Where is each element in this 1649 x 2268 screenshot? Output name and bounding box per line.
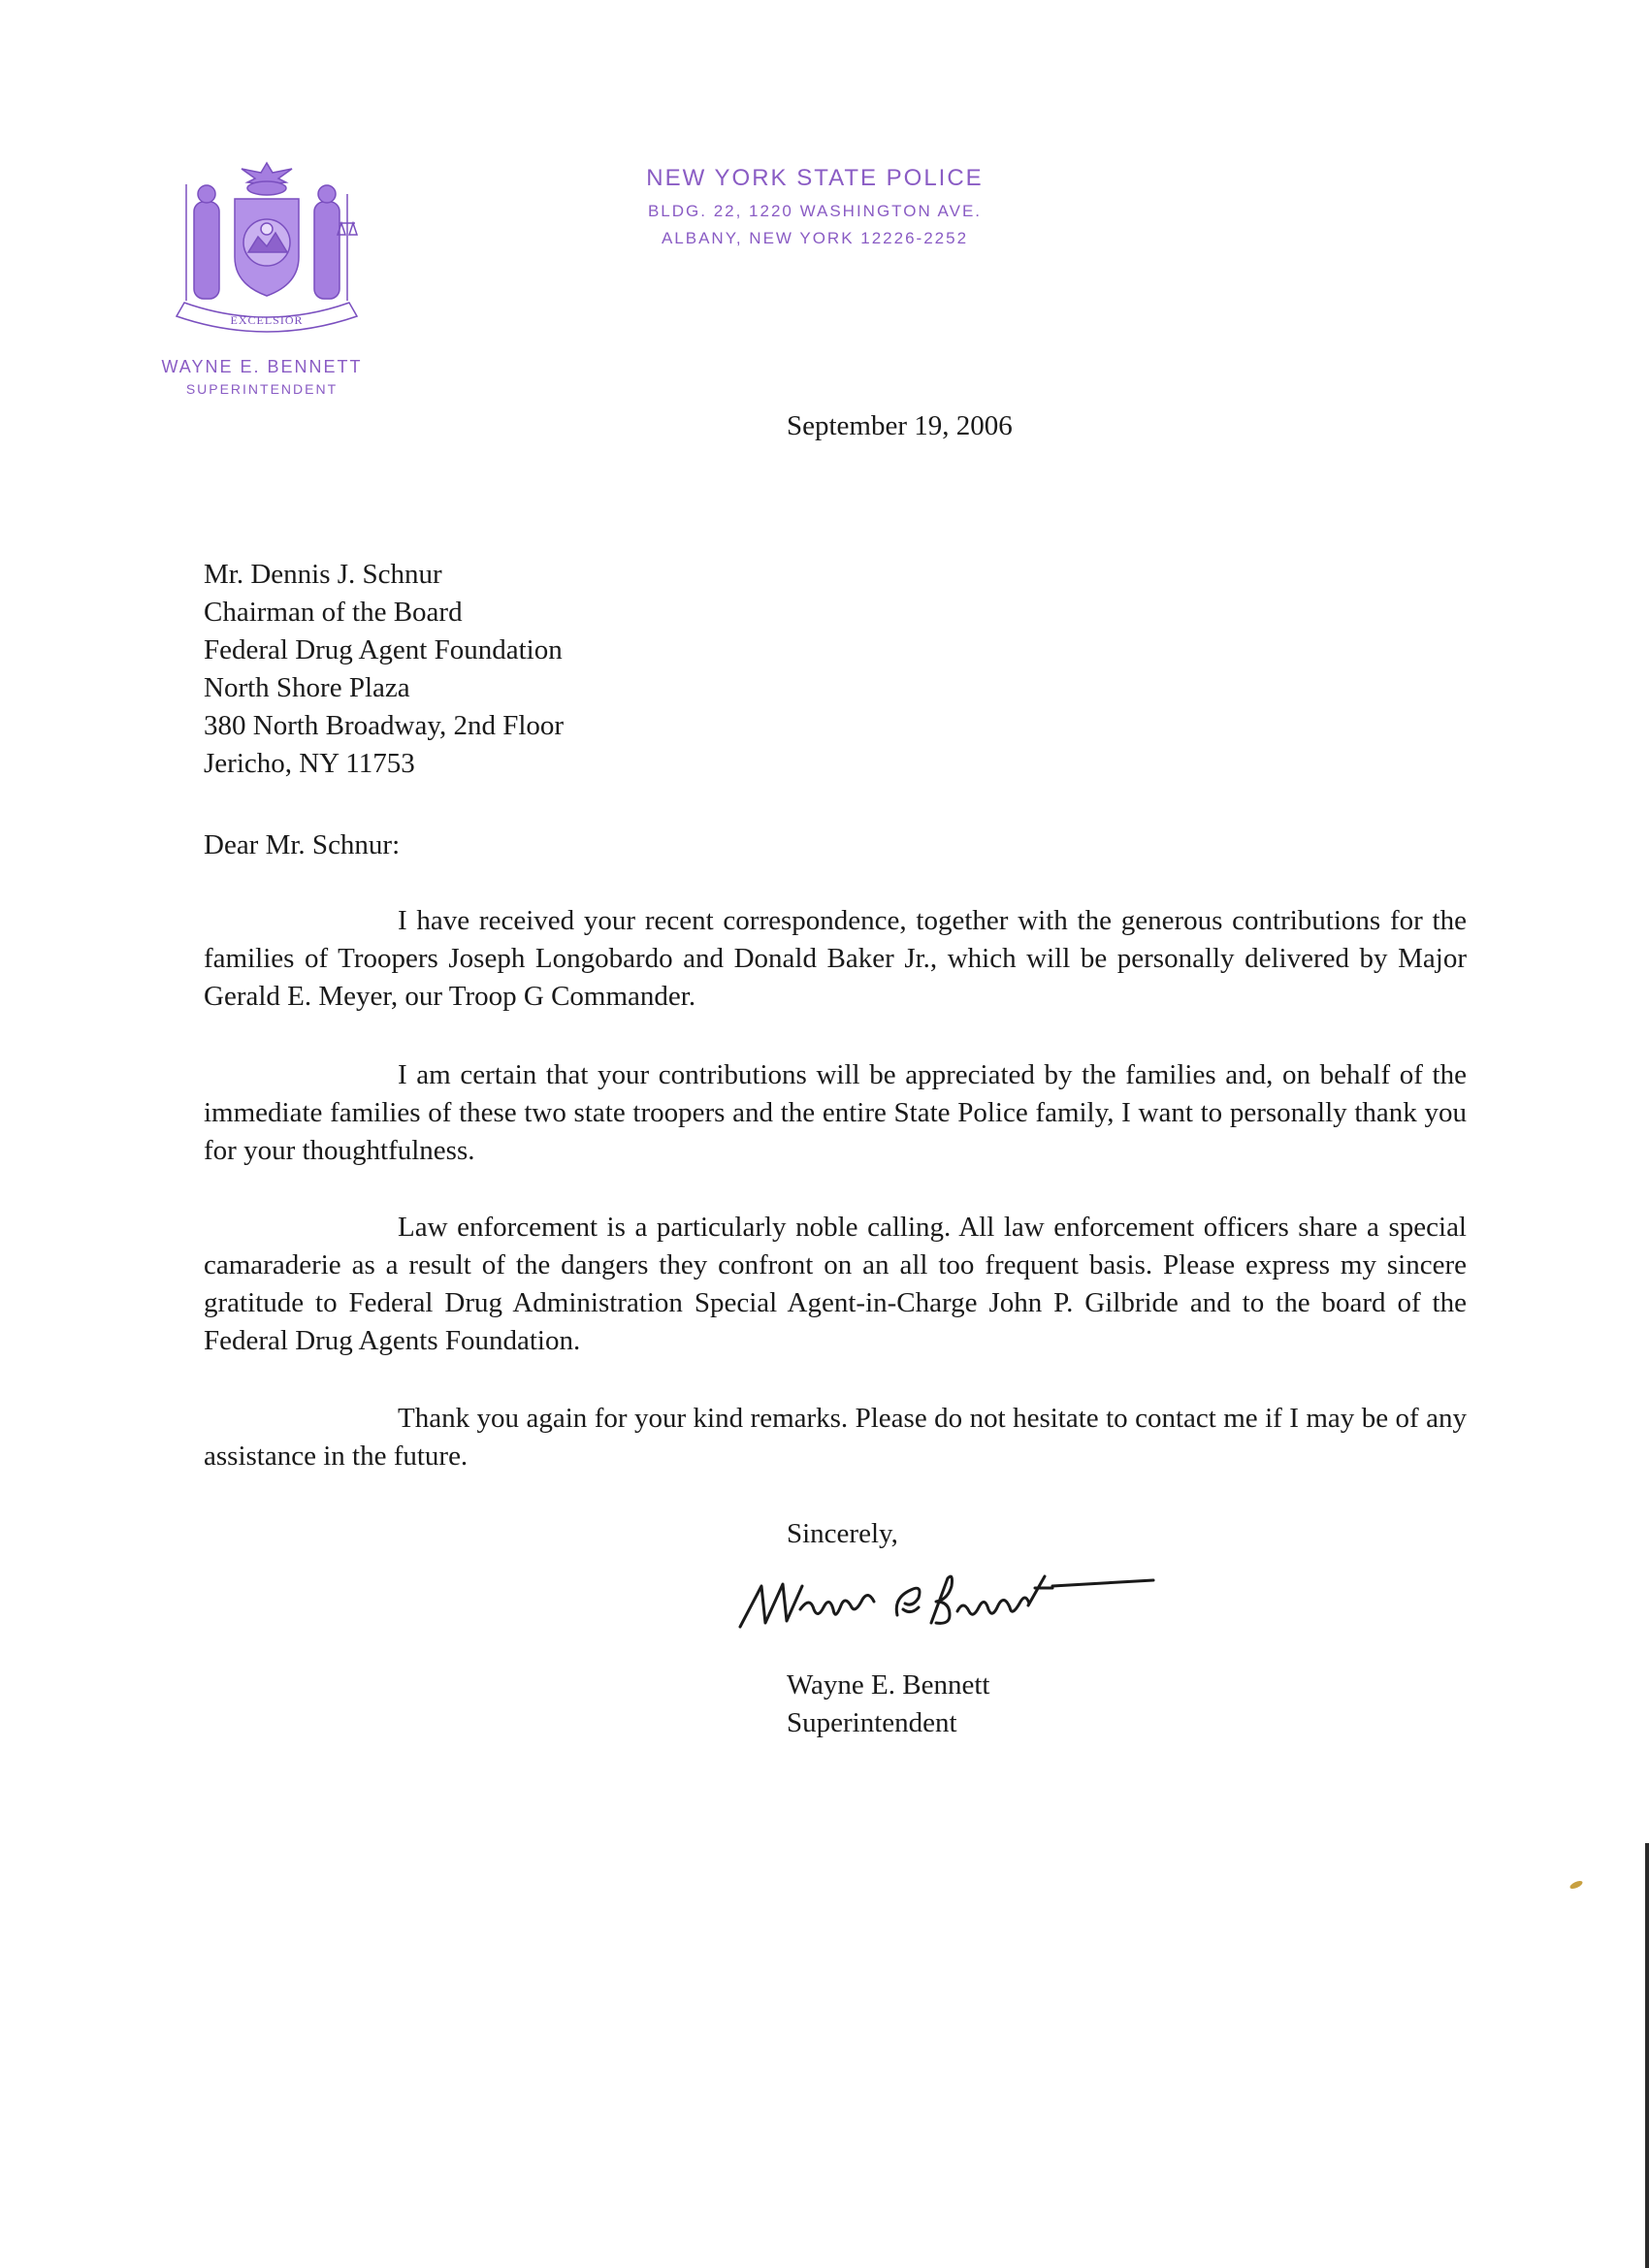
handwritten-signature xyxy=(732,1567,1159,1644)
superintendent-block xyxy=(116,357,407,397)
recipient-address xyxy=(204,556,564,783)
state-seal-icon xyxy=(165,155,369,340)
letter-date: September 19, 2006 xyxy=(787,410,1013,441)
recipient-line: 380 North Broadway, 2nd Floor xyxy=(204,710,565,741)
agency-name: NEW YORK STATE POLICE xyxy=(646,165,984,191)
recipient-line: Mr. Dennis J. Schnur xyxy=(204,559,442,590)
agency-city: ALBANY, NEW YORK 12226-2252 xyxy=(661,229,969,247)
body-paragraph: I have received your recent correspondence, together with the generous contributions for the families of Troopers Joseph Longobardo and Donald Baker Jr., which will be personally delivered by Major Gerald E. Meyer, our Troop G Commander. xyxy=(204,905,1467,1012)
closing: Sincerely, xyxy=(787,1518,898,1549)
signer-name: Wayne E. Bennett xyxy=(787,1669,990,1701)
recipient-line: Chairman of the Board xyxy=(204,597,463,628)
signer-title: Superintendent xyxy=(787,1707,957,1738)
body-paragraph: Thank you again for your kind remarks. Please do not hesitate to contact me if I may be of any assistance in the future. xyxy=(204,1403,1467,1472)
letterhead xyxy=(582,165,1048,248)
body-paragraph: I am certain that your contributions will be appreciated by the families and, on behalf of the immediate families of these two state troopers and the entire State Police family, I want to personally thank you for your thoughtfulness. xyxy=(204,1059,1467,1166)
body-paragraph: Law enforcement is a particularly noble calling. All law enforcement officers share a special camaraderie as a result of the dangers they confront on an all too frequent basis. Please express my sincere gratitude to Federal Drug Administration Special Agent-in-Charge John P. Gilbride and to the board of the Federal Drug Agents Foundation. xyxy=(204,1212,1467,1356)
recipient-line: Federal Drug Agent Foundation xyxy=(204,634,563,665)
recipient-line: North Shore Plaza xyxy=(204,672,410,703)
recipient-line: Jericho, NY 11753 xyxy=(204,748,415,779)
agency-address: BLDG. 22, 1220 WASHINGTON AVE. xyxy=(647,202,983,220)
scan-edge xyxy=(1645,1843,1649,2268)
paper-speck xyxy=(1568,1879,1583,1890)
salutation: Dear Mr. Schnur: xyxy=(204,829,401,860)
superintendent-name: WAYNE E. BENNETT xyxy=(161,357,363,376)
svg-text:EXCELSIOR: EXCELSIOR xyxy=(230,313,304,327)
superintendent-title: SUPERINTENDENT xyxy=(185,381,339,397)
